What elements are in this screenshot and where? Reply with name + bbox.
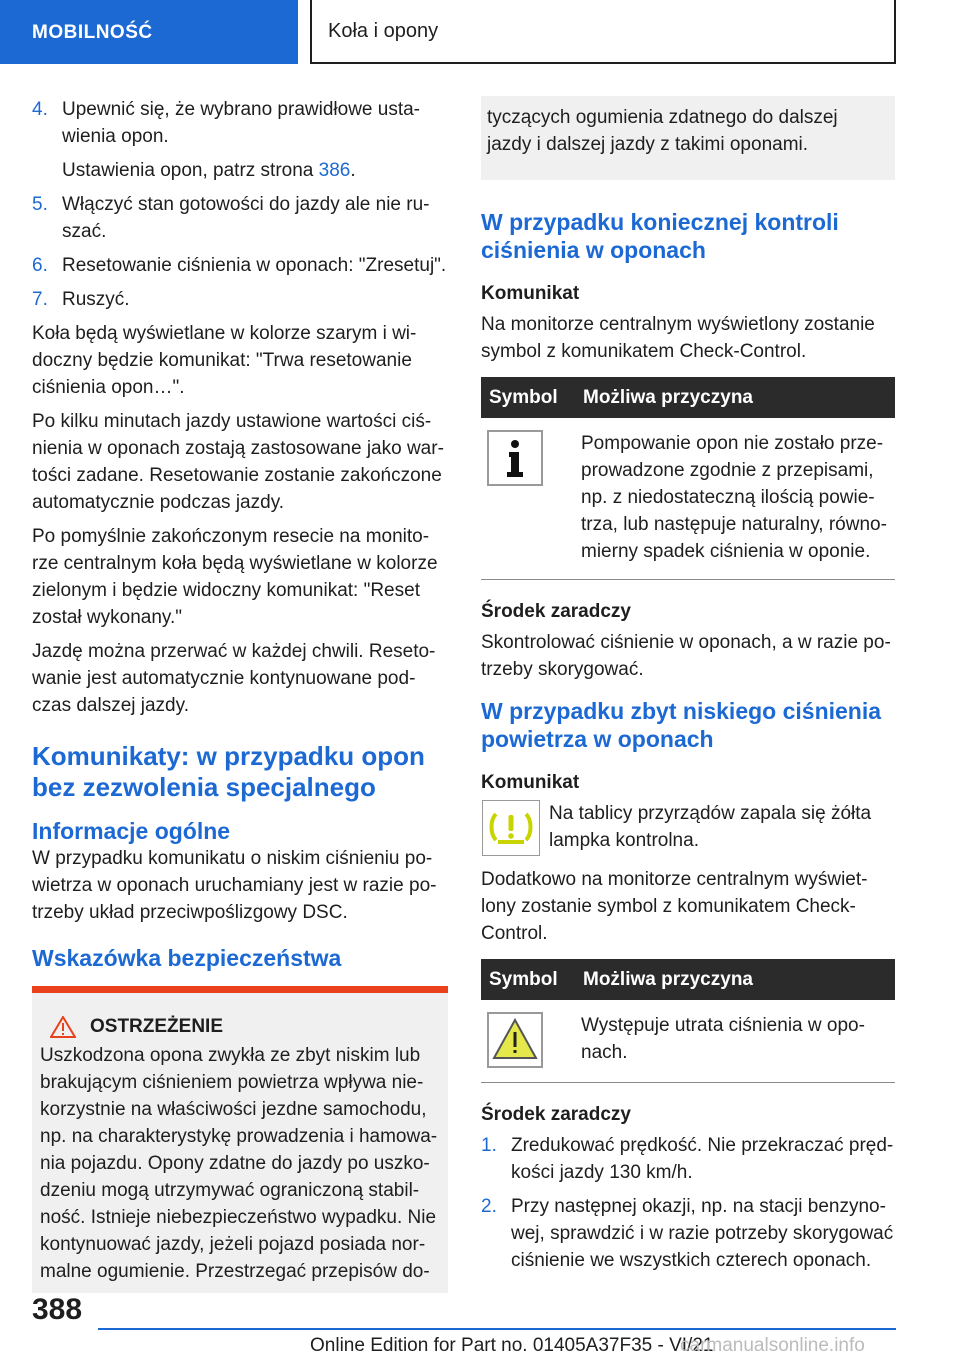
label-message: Komunikat (481, 772, 580, 793)
page-link[interactable]: 386 (318, 160, 351, 181)
symbol-table (481, 959, 895, 1083)
remedy-text: Skontrolować ciśnienie w oponach, a w razie po-trzeby skorygować. (481, 632, 891, 680)
left-column (32, 96, 448, 1293)
symbol-cell (481, 1000, 575, 1083)
step-note (32, 157, 448, 184)
tire-pressure-warning-lamp-icon (481, 800, 541, 856)
step-text: Upewnić się, że wybrano prawidłowe usta-wienia opon. (62, 99, 420, 147)
step-text: Resetowanie ciśnienia w oponach: "Zresetuj". (62, 255, 447, 276)
section-title: MOBILNOŚĆ (32, 21, 153, 43)
table-header-symbol: Symbol (481, 959, 575, 1000)
table-header-cause: Możliwa przyczyna (575, 377, 895, 418)
step-text: Ruszyć. (62, 289, 130, 310)
label-message: Komunikat (481, 283, 580, 304)
paragraph: Po pomyślnie zakończonym resecie na monito-rze centralnym koła będą wyświetlane w kolorze zielonym i będzie widoczny komunikat: "Reset został wykonany." (32, 526, 438, 628)
warning-header (40, 1013, 440, 1040)
edition-text: Online Edition for Part no. 01405A37F35 - VI/21 (310, 1335, 714, 1356)
general-text: W przypadku komunikatu o niskim ciśnieniu po-wietrza w oponach uruchamiany jest w razie po-trzeby układ przeciwpoślizgowy DSC. (32, 848, 437, 923)
section-tab (0, 0, 298, 64)
label-remedy: Środek zaradczy (481, 601, 631, 622)
warning-continuation (481, 96, 895, 180)
list-item (481, 1132, 895, 1186)
paragraph: Po kilku minutach jazdy ustawione wartości ciś-nienia w oponach zostają zastosowane jako war-tości zadane. Resetowanie zostanie zakończone automatycznie podczas jazdy. (32, 411, 444, 513)
label-remedy: Środek zaradczy (481, 1104, 631, 1125)
warning-title: OSTRZEŻENIE (90, 1016, 224, 1037)
heading-check-pressure: W przypadku koniecznej kontroli ciśnienia w oponach (481, 209, 839, 263)
warning-text: Uszkodzona opona zwykła ze zbyt niskim lub brakującym ciśnieniem powietrza wpływa nie-korzystnie na właściwości jezdne samochodu, np. na charakterystykę prowadzenia i hamowa-nia pojazdu. Opony zdatne do jazdy po uszko-dzeniu mogą utrzymywać ograniczoną stabil-ność. Istnieje niebezpieczeństwo wypadku. Nie kontynuować jazdy, jeżeli pojazd posiada nor-malne ogumienie. Przestrzegać przepisów do- (40, 1045, 438, 1282)
list-item (32, 96, 448, 150)
right-column (481, 96, 895, 1281)
heading-safety: Wskazówka bezpieczeństwa (32, 945, 342, 971)
heading-messages: Komunikaty: w przypadku opon bez zezwolenia specjalnego (32, 741, 425, 802)
table-header-symbol: Symbol (481, 377, 575, 418)
warning-lamp-row (481, 800, 895, 856)
step-number: 4. (32, 99, 48, 120)
step-number: 2. (481, 1196, 497, 1217)
paragraph: Koła będą wyświetlane w kolorze szarym i wi-doczny będzie komunikat: "Trwa resetowanie ciśnienia opon…". (32, 323, 417, 398)
warning-box (32, 986, 448, 1293)
step-note-end: . (350, 160, 356, 181)
table-row (481, 418, 895, 580)
symbol-cell (481, 418, 575, 580)
list-item (32, 252, 448, 279)
table-row (481, 1000, 895, 1083)
step-number: 5. (32, 194, 48, 215)
table-header-cause: Możliwa przyczyna (575, 959, 895, 1000)
step-text: Zredukować prędkość. Nie przekraczać pręd-kości jazdy 130 km/h. (511, 1135, 894, 1183)
info-icon (487, 430, 543, 486)
step-note-text: Ustawienia opon, patrz strona (62, 160, 319, 181)
cause-cell: Pompowanie opon nie zostało prze-prowadzone zgodnie z przepisami, np. z niedostateczną ilością powie-trza, lub następuje naturalny, równo-mierny spadek ciśnienia w oponie. (575, 418, 895, 580)
symbol-table (481, 377, 895, 580)
lamp-text: Na tablicy przyrządów zapala się żółta lampka kontrolna. (549, 803, 872, 851)
list-item (481, 1193, 895, 1274)
page-number: 388 (32, 1293, 83, 1326)
paragraph: Jazdę można przerwać w każdej chwili. Reseto-wanie jest automatycznie kontynuowane pod-czas dalszej jazdy. (32, 641, 436, 716)
yellow-warning-icon (487, 1012, 543, 1068)
chapter-tab (310, 0, 896, 64)
step-text: Włączyć stan gotowości do jazdy ale nie ru-szać. (62, 194, 430, 242)
heading-general: Informacje ogólne (32, 818, 231, 844)
step-text: Przy następnej okazji, np. na stacji benzyno-wej, sprawdzić i w razie potrzeby skorygować ciśnienie we wszystkich czterech oponach. (511, 1196, 894, 1271)
step-number: 6. (32, 255, 48, 276)
heading-low-pressure: W przypadku zbyt niskiego ciśnienia powietrza w oponach (481, 698, 882, 752)
step-number: 7. (32, 289, 48, 310)
step-number: 1. (481, 1135, 497, 1156)
list-item (32, 191, 448, 245)
cause-cell: Występuje utrata ciśnienia w opo-nach. (575, 1000, 895, 1083)
warning-triangle-icon (50, 1016, 76, 1038)
footer-divider (98, 1328, 896, 1330)
check-text: Na monitorze centralnym wyświetlony zostanie symbol z komunikatem Check-Control. (481, 314, 875, 362)
warning-continuation-text: tyczących ogumienia zdatnego do dalszej jazdy i dalszej jazdy z takimi oponami. (487, 107, 838, 155)
additional-text: Dodatkowo na monitorze centralnym wyświet-lony zostanie symbol z komunikatem Check-Control. (481, 869, 868, 944)
list-item (32, 286, 448, 313)
watermark: carmanualsonline.info (680, 1335, 865, 1356)
chapter-title: Koła i opony (328, 19, 439, 42)
